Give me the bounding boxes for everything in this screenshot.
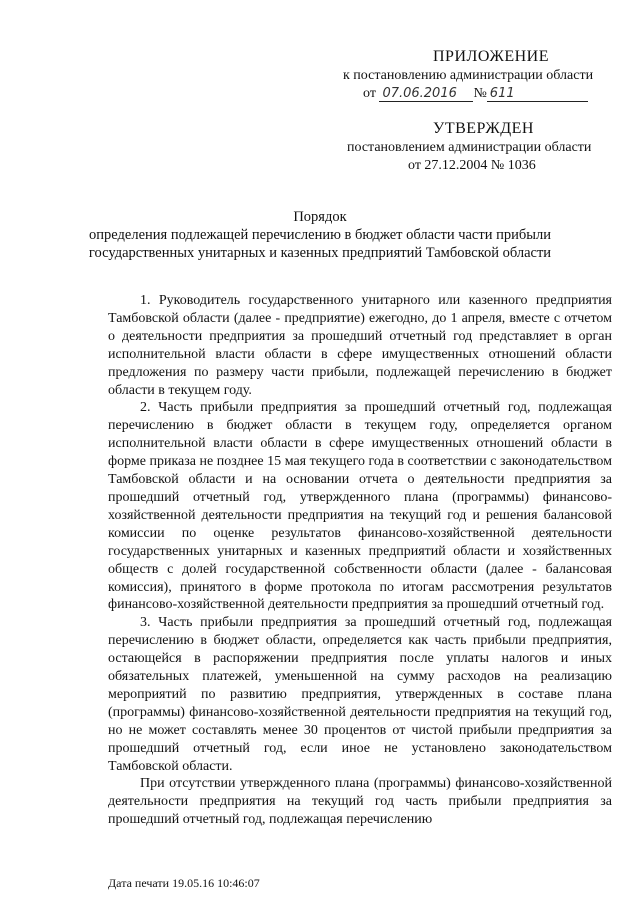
approved-date-number: от 27.12.2004 № 1036 [408, 158, 536, 173]
number-label: № [473, 86, 487, 101]
appendix-date-number [363, 86, 588, 102]
appendix-resolution: к постановлению администрации области [343, 68, 594, 83]
document-title [0, 208, 640, 262]
number-field [487, 87, 588, 102]
paragraph-1: 1. Руководитель государственного унитарного или казенного предприятия Тамбовской области (далее - предприятие) ежегодно, до 1 апреля, вместе с отчетом о деятельности предприятия за прошедший отчетный год представляет в орган исполнительной власти области в сфере имущественных отношений области предложения по размеру части прибыли, подлежащей перечислению в бюджет области в текущем году. [108, 293, 612, 398]
print-date-footer: Дата печати 19.05.16 10:46:07 [108, 876, 260, 890]
handwritten-date: 07.06.2016 [382, 86, 457, 101]
date-field [379, 87, 473, 102]
paragraph-2: 2. Часть прибыли предприятия за прошедший отчетный год, подлежащая перечислению в бюджет области в текущем году, определяется органом исполнительной власти области в сфере имущественных отношений области в форме приказа не позднее 15 мая текущего года в соответствии с законодательством Тамбовской области и на основании отчета о деятельности предприятия за прошедший отчетный год, утвержденного плана (программы) финансово-хозяйственной деятельности предприятия на текущий год и решения балансовой комиссии по оценке результатов финансово-хозяйственной деятельности государственных унитарных и казенных предприятий области и хозяйственных обществ с долей государственной собственности области (далее - балансовая комиссия), принятого в форме протокола по итогам рассмотрения результатов финансово-хозяйственной деятельности предприятия за прошедший отчетный год. [108, 400, 612, 613]
approved-title: УТВЕРЖДЕН [433, 120, 534, 137]
appendix-title: ПРИЛОЖЕНИЕ [433, 48, 550, 65]
title-line-2: определения подлежащей перечислению в бюджет области части прибыли [89, 227, 551, 243]
title-line-1: Порядок [293, 209, 347, 225]
paragraph-4: При отсутствии утвержденного плана (программы) финансово-хозяйственной деятельности предприятия на текущий год часть прибыли предприятия за прошедший отчетный год, подлежащая перечислению [108, 776, 612, 828]
document-body [108, 292, 612, 829]
paragraph-3: 3. Часть прибыли предприятия за прошедший отчетный год, подлежащая перечислению в бюджет области, определяется как часть прибыли предприятия, остающейся в распоряжении предприятия после уплаты налогов и иных обязательных платежей, уменьшенной на сумму расходов на реализацию мероприятий по развитию предприятия, утвержденных в составе плана (программы) финансово-хозяйственной деятельности предприятия на текущий год, но не может составлять менее 30 процентов от чистой прибыли предприятия за прошедший отчетный год, если иное не установлено законодательством Тамбовской области. [108, 615, 612, 774]
handwritten-number: 611 [489, 86, 515, 101]
title-line-3: государственных унитарных и казенных предприятий Тамбовской области [88, 245, 552, 261]
from-label: от [363, 86, 376, 101]
approved-by-resolution: постановлением администрации области [347, 140, 592, 155]
